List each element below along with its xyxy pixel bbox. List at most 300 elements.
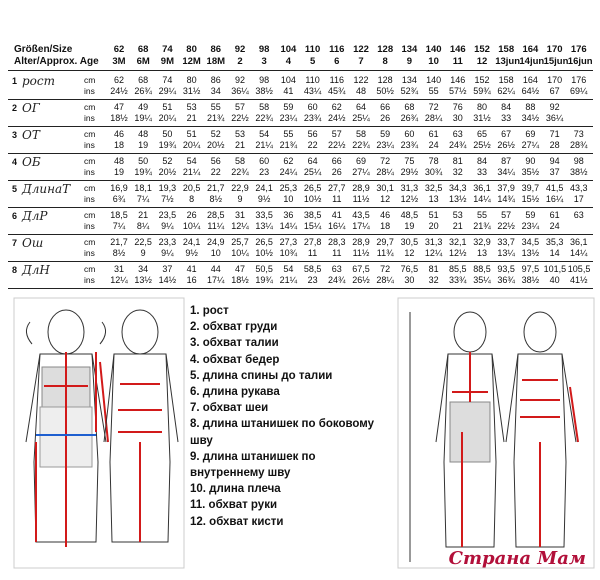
legend-item: 8. длина штанишек по боковому xyxy=(190,418,375,431)
cm-value: 105,5 xyxy=(567,264,591,274)
cm-value: 31 xyxy=(113,264,124,274)
unit-ins: ins xyxy=(84,248,95,258)
ins-value: 20¼ xyxy=(158,113,177,123)
cm-value: 23,5 xyxy=(158,210,177,220)
cm-value: 25,7 xyxy=(231,237,249,247)
ins-value: 16¼ xyxy=(545,194,564,204)
cm-value: 62 xyxy=(113,75,124,85)
cm-value: 41 xyxy=(186,264,197,274)
handwritten-label: Ош xyxy=(22,236,44,250)
cm-value: 59 xyxy=(283,102,294,112)
cm-value: 78 xyxy=(428,156,439,166)
age-col-header: 18M xyxy=(206,56,226,67)
cm-value: 58 xyxy=(259,102,270,112)
ins-value: 25½ xyxy=(473,140,491,150)
ins-value: 20½ xyxy=(158,167,177,177)
ins-value: 36¾ xyxy=(497,275,515,285)
handwritten-label: ДлР xyxy=(22,209,48,223)
row-number: 6 xyxy=(12,211,18,221)
ins-value: 22¾ xyxy=(231,167,249,177)
ins-value: 28¼ xyxy=(376,167,394,177)
size-col-header: 62 xyxy=(113,44,125,55)
unit-cm: cm xyxy=(84,102,96,112)
age-col-header: 12 xyxy=(476,56,488,67)
ins-value: 9 xyxy=(237,194,243,204)
cm-value: 21,7 xyxy=(207,183,225,193)
ins-value: 37 xyxy=(549,167,560,177)
front-measure-lines xyxy=(118,384,162,542)
cm-value: 61 xyxy=(428,129,439,139)
cm-value: 58 xyxy=(355,129,366,139)
size-col-header: 86 xyxy=(210,44,222,55)
ins-value: 45¾ xyxy=(328,86,346,96)
age-col-header: 10 xyxy=(428,56,439,67)
row-divider xyxy=(8,261,593,262)
ins-value: 22 xyxy=(210,167,221,177)
cm-value: 32,1 xyxy=(449,237,467,247)
ins-value: 13½ xyxy=(134,275,152,285)
cm-value: 63 xyxy=(452,129,463,139)
size-col-header: 122 xyxy=(353,44,369,55)
cm-value: 26,5 xyxy=(255,237,273,247)
ins-value: 12¼ xyxy=(231,221,249,231)
cm-value: 55 xyxy=(210,102,221,112)
cm-value: 67 xyxy=(501,129,512,139)
cm-value: 101,5 xyxy=(543,264,567,274)
ins-value: 30¾ xyxy=(424,167,443,177)
ins-value: 24¾ xyxy=(449,140,467,150)
age-col-header: 4 xyxy=(285,56,292,67)
ins-value: 11 xyxy=(332,248,342,258)
cm-value: 69 xyxy=(525,129,536,139)
ins-value: 41 xyxy=(283,86,294,96)
cm-value: 57 xyxy=(234,102,245,112)
ins-value: 29½ xyxy=(400,167,419,177)
cm-value: 46 xyxy=(380,210,391,220)
row-number: 2 xyxy=(12,103,18,113)
row-number: 7 xyxy=(12,238,18,248)
cm-value: 31,3 xyxy=(400,183,419,193)
ins-value: 7½ xyxy=(161,194,174,204)
legend-item: 2. обхват груди xyxy=(190,321,278,334)
row-divider xyxy=(8,180,593,181)
ins-value: 22½ xyxy=(497,221,515,231)
ins-value: 23¼ xyxy=(376,140,394,150)
ins-value: 41½ xyxy=(570,275,588,285)
cm-value: 27,8 xyxy=(303,237,322,247)
ins-value: 12¼ xyxy=(424,248,443,258)
cm-value: 122 xyxy=(353,75,369,85)
legend-item: 1. рост xyxy=(190,305,229,317)
cm-value: 33,7 xyxy=(497,237,515,247)
cm-value: 164 xyxy=(522,75,538,85)
cm-value: 48 xyxy=(113,156,124,166)
ins-value: 36¼ xyxy=(545,113,564,123)
age-col-header: 15jun xyxy=(543,56,569,67)
ins-value: 27¼ xyxy=(521,140,540,150)
ins-value: 34 xyxy=(210,86,221,96)
ins-value: 10½ xyxy=(303,194,322,204)
cm-value: 50 xyxy=(162,129,173,139)
cm-value: 43,3 xyxy=(570,183,588,193)
age-col-header: 5 xyxy=(309,56,316,67)
ins-value: 13½ xyxy=(449,194,467,204)
ins-value: 33¾ xyxy=(449,275,467,285)
cm-value: 81 xyxy=(428,264,439,274)
cm-value: 170 xyxy=(547,75,563,85)
cm-value: 53 xyxy=(234,129,245,139)
row-divider xyxy=(8,234,593,235)
cm-value: 31,3 xyxy=(424,237,443,247)
row-number: 4 xyxy=(12,157,18,167)
cm-value: 66 xyxy=(380,102,391,112)
ins-value: 26½ xyxy=(352,275,370,285)
cm-value: 58 xyxy=(234,156,245,166)
age-col-header: 12M xyxy=(182,56,201,67)
cm-value: 92 xyxy=(234,75,245,85)
legend-item: 10. длина плеча xyxy=(190,483,281,496)
age-col-header: 9 xyxy=(406,56,413,67)
ins-value: 9½ xyxy=(185,248,198,258)
age-col-header: 9M xyxy=(160,56,174,67)
ins-value: 25¼ xyxy=(303,167,322,177)
handwritten-label: ДлН xyxy=(22,263,50,277)
cm-value: 43,5 xyxy=(352,210,370,220)
unit-cm: cm xyxy=(84,264,96,274)
ins-value: 17¼ xyxy=(207,275,225,285)
cm-value: 67,5 xyxy=(352,264,370,274)
age-label: Alter/Approx. Age xyxy=(14,56,99,67)
ins-value: 22 xyxy=(307,140,318,150)
row-divider xyxy=(8,99,593,100)
measurement-diagrams xyxy=(0,292,600,575)
children-figures xyxy=(0,292,600,575)
cm-value: 176 xyxy=(571,75,587,85)
ins-value: 21¼ xyxy=(255,140,273,150)
ins-value: 21 xyxy=(234,140,245,150)
cm-value: 28,5 xyxy=(207,210,225,220)
ins-value: 23¼ xyxy=(521,221,540,231)
ins-value: 9½ xyxy=(257,194,271,204)
ins-value: 9¼ xyxy=(161,221,174,231)
cm-value: 64 xyxy=(307,156,318,166)
ins-value: 64½ xyxy=(521,86,540,96)
cm-value: 146 xyxy=(450,75,466,85)
ins-value: 19 xyxy=(404,221,415,231)
ins-value: 67 xyxy=(549,86,560,96)
ins-value: 14¾ xyxy=(497,194,515,204)
ins-value: 57½ xyxy=(449,86,467,96)
ins-value: 21¼ xyxy=(279,275,298,285)
cm-value: 26,5 xyxy=(303,183,322,193)
cm-value: 81 xyxy=(452,156,463,166)
ins-value: 23 xyxy=(307,275,318,285)
cm-value: 51 xyxy=(186,129,197,139)
ins-value: 38½ xyxy=(521,275,540,285)
cm-value: 51 xyxy=(162,102,173,112)
ins-value: 48 xyxy=(355,86,366,96)
ins-value: 33 xyxy=(501,113,512,123)
age-col-header: 11 xyxy=(452,56,463,67)
ins-value: 22¾ xyxy=(255,113,273,123)
cm-value: 54 xyxy=(186,156,197,166)
cm-value: 32,9 xyxy=(473,237,491,247)
cm-value: 116 xyxy=(329,75,344,85)
ins-value: 20¼ xyxy=(182,140,201,150)
size-col-header: 104 xyxy=(280,44,297,55)
cm-value: 27,7 xyxy=(328,183,346,193)
unit-ins: ins xyxy=(84,275,95,285)
ins-value: 62¼ xyxy=(497,86,515,96)
ins-value: 24 xyxy=(549,221,560,231)
ins-value: 24½ xyxy=(110,86,128,96)
size-col-header: 146 xyxy=(449,44,466,55)
cm-value: 72 xyxy=(380,264,391,274)
right-back-figure xyxy=(436,312,504,547)
ins-value: 35¼ xyxy=(473,275,491,285)
cm-value: 30,5 xyxy=(400,237,419,247)
cm-value: 34,3 xyxy=(449,183,467,193)
ins-value: 31½ xyxy=(473,113,491,123)
legend-item: 7. обхват шеи xyxy=(190,402,269,415)
ins-value: 24¾ xyxy=(328,275,346,285)
ins-value: 14¼ xyxy=(570,248,588,258)
ins-value: 50½ xyxy=(376,86,394,96)
cm-value: 88 xyxy=(525,102,536,112)
unit-cm: cm xyxy=(84,75,96,85)
ins-value: 22¾ xyxy=(352,140,370,150)
cm-value: 98 xyxy=(259,75,270,85)
cm-value: 52 xyxy=(210,129,221,139)
legend-item: 4. обхват бедер xyxy=(190,353,280,366)
row-number: 1 xyxy=(12,76,18,86)
age-col-header: 3M xyxy=(112,56,126,67)
cm-value: 48,5 xyxy=(400,210,419,220)
cm-value: 76,5 xyxy=(400,264,419,274)
ins-value: 17¼ xyxy=(352,221,370,231)
ins-value: 14¼ xyxy=(473,194,491,204)
size-col-header: 80 xyxy=(186,44,197,55)
ins-value: 13¼ xyxy=(497,248,515,258)
cm-value: 56 xyxy=(210,156,221,166)
row-divider xyxy=(8,126,593,127)
ins-value: 13 xyxy=(428,194,439,204)
ins-value: 19¾ xyxy=(158,140,177,150)
handwritten-label: ОГ xyxy=(22,101,40,115)
cm-value: 62 xyxy=(283,156,294,166)
ins-value: 23¾ xyxy=(303,113,322,123)
cm-value: 47 xyxy=(113,102,124,112)
cm-value: 76 xyxy=(452,102,463,112)
unit-ins: ins xyxy=(84,140,95,150)
ins-value: 8½ xyxy=(209,194,223,204)
cm-value: 50 xyxy=(138,156,149,166)
cm-value: 24,1 xyxy=(255,183,273,193)
unit-ins: ins xyxy=(84,167,95,177)
ins-value: 21¾ xyxy=(279,140,298,150)
cm-value: 21 xyxy=(138,210,149,220)
ins-value: 10 xyxy=(283,194,294,204)
legend-item: 5. длина спины до талии xyxy=(190,369,333,382)
watermark: Страна Мам xyxy=(448,548,586,569)
right-front-lines xyxy=(520,380,578,547)
cm-value: 80 xyxy=(476,102,487,112)
ins-value: 36¼ xyxy=(231,86,249,96)
ins-value: 14 xyxy=(549,248,560,258)
cm-value: 69 xyxy=(355,156,366,166)
cm-value: 22,5 xyxy=(134,237,152,247)
unit-ins: ins xyxy=(84,221,95,231)
ins-value: 21¾ xyxy=(473,221,491,231)
ins-value: 24½ xyxy=(328,113,346,123)
ins-value: 23¼ xyxy=(279,113,298,123)
cm-value: 54 xyxy=(259,129,270,139)
ins-value: 18½ xyxy=(231,275,249,285)
cm-value: 20,5 xyxy=(182,183,201,193)
cm-value: 74 xyxy=(162,75,173,85)
cm-value: 38,5 xyxy=(303,210,322,220)
ins-value: 12½ xyxy=(400,194,419,204)
cm-value: 19,3 xyxy=(158,183,177,193)
ins-value: 26¾ xyxy=(134,86,152,96)
ins-value: 26¾ xyxy=(400,113,419,123)
ins-value: 40 xyxy=(549,275,560,285)
cm-value: 90 xyxy=(525,156,536,166)
legend-item: 9. длина штанишек по xyxy=(190,450,316,463)
legend-item: 6. длина рукава xyxy=(190,386,280,398)
handwritten-label: рост xyxy=(22,74,56,88)
ins-value: 16¼ xyxy=(328,221,346,231)
age-col-header: 16jun xyxy=(567,56,593,67)
cm-value: 158 xyxy=(498,75,514,85)
cm-value: 57 xyxy=(501,210,512,220)
cm-value: 39,7 xyxy=(521,183,540,193)
cm-value: 29,7 xyxy=(376,237,394,247)
cm-value: 24,9 xyxy=(207,237,225,247)
cm-value: 97,5 xyxy=(521,264,540,274)
ins-value: 10¼ xyxy=(182,221,201,231)
ins-value: 13½ xyxy=(521,248,540,258)
age-col-header: 6 xyxy=(334,56,340,67)
cm-value: 37 xyxy=(162,264,173,274)
cm-value: 16,9 xyxy=(110,183,128,193)
cm-value: 55 xyxy=(283,129,294,139)
cm-value: 34,5 xyxy=(521,237,540,247)
cm-value: 33,5 xyxy=(255,210,273,220)
cm-value: 30,1 xyxy=(376,183,394,193)
cm-value: 18,1 xyxy=(134,183,152,193)
ins-value: 31½ xyxy=(182,86,201,96)
ins-value: 8¼ xyxy=(136,221,150,231)
row-divider xyxy=(8,153,593,154)
ins-value: 22½ xyxy=(231,113,249,123)
ins-value: 28¼ xyxy=(424,113,443,123)
ins-value: 21 xyxy=(186,113,197,123)
ins-value: 18 xyxy=(113,140,124,150)
age-col-header: 8 xyxy=(382,56,388,67)
cm-value: 36,1 xyxy=(473,183,491,193)
ins-value: 11 xyxy=(307,248,318,258)
ins-value: 12 xyxy=(404,248,415,258)
ins-value: 8 xyxy=(189,194,195,204)
ins-value: 11½ xyxy=(352,194,370,204)
size-col-header: 170 xyxy=(546,44,563,55)
ins-value: 19¼ xyxy=(134,113,152,123)
ins-value: 12 xyxy=(380,194,391,204)
cm-value: 87 xyxy=(501,156,512,166)
cm-value: 28,9 xyxy=(352,183,370,193)
ins-value: 9 xyxy=(140,248,146,258)
cm-value: 75 xyxy=(404,156,415,166)
size-col-header: 116 xyxy=(329,44,345,55)
ins-value: 33 xyxy=(476,167,487,177)
cm-value: 36 xyxy=(283,210,294,220)
ins-value: 11¼ xyxy=(207,221,225,231)
handwritten-label: ОТ xyxy=(22,128,40,142)
ins-value: 21¾ xyxy=(207,113,225,123)
cm-value: 128 xyxy=(377,75,393,85)
cm-value: 23,3 xyxy=(158,237,177,247)
ins-value: 55 xyxy=(428,86,439,96)
cm-value: 44 xyxy=(210,264,221,274)
ins-value: 25¼ xyxy=(352,113,370,123)
ins-value: 30 xyxy=(404,275,415,285)
unit-cm: cm xyxy=(84,129,96,139)
ins-value: 30 xyxy=(452,113,463,123)
unit-ins: ins xyxy=(84,113,95,123)
cm-value: 49 xyxy=(138,102,149,112)
cm-value: 86 xyxy=(210,75,221,85)
ins-value: 17 xyxy=(573,194,584,204)
ins-value: 28¼ xyxy=(376,275,394,285)
ins-value: 28 xyxy=(549,140,560,150)
ins-value: 24¼ xyxy=(279,167,298,177)
ins-value: 19 xyxy=(138,140,149,150)
ins-value: 43¼ xyxy=(303,86,322,96)
ins-value: 27¼ xyxy=(352,167,370,177)
cm-value: 84 xyxy=(501,102,512,112)
age-col-header: 6M xyxy=(136,56,150,67)
cm-value: 37,9 xyxy=(497,183,515,193)
ins-value: 23 xyxy=(259,167,270,177)
cm-value: 51 xyxy=(428,210,439,220)
age-col-header: 2 xyxy=(237,56,243,67)
cm-value: 53 xyxy=(186,102,197,112)
cm-value: 56 xyxy=(307,129,318,139)
cm-value: 63 xyxy=(331,264,342,274)
cm-value: 66 xyxy=(331,156,342,166)
cm-value: 68 xyxy=(404,102,415,112)
ins-value: 19¾ xyxy=(255,275,273,285)
ins-value: 14½ xyxy=(158,275,177,285)
ins-value: 16 xyxy=(186,275,197,285)
cm-value: 65 xyxy=(476,129,487,139)
row-number: 5 xyxy=(12,184,18,194)
cm-value: 63 xyxy=(573,210,584,220)
cm-value: 27,3 xyxy=(279,237,298,247)
size-col-header: 164 xyxy=(522,44,539,55)
header-divider xyxy=(8,70,593,71)
cm-value: 59 xyxy=(380,129,391,139)
ins-value: 15½ xyxy=(521,194,540,204)
ins-value: 20 xyxy=(428,221,439,231)
cm-value: 36,1 xyxy=(570,237,588,247)
ins-value: 9¼ xyxy=(161,248,174,258)
ins-value: 21¼ xyxy=(182,167,201,177)
ins-value: 19¾ xyxy=(134,167,152,177)
cm-value: 64 xyxy=(355,102,366,112)
unit-cm: cm xyxy=(84,237,96,247)
